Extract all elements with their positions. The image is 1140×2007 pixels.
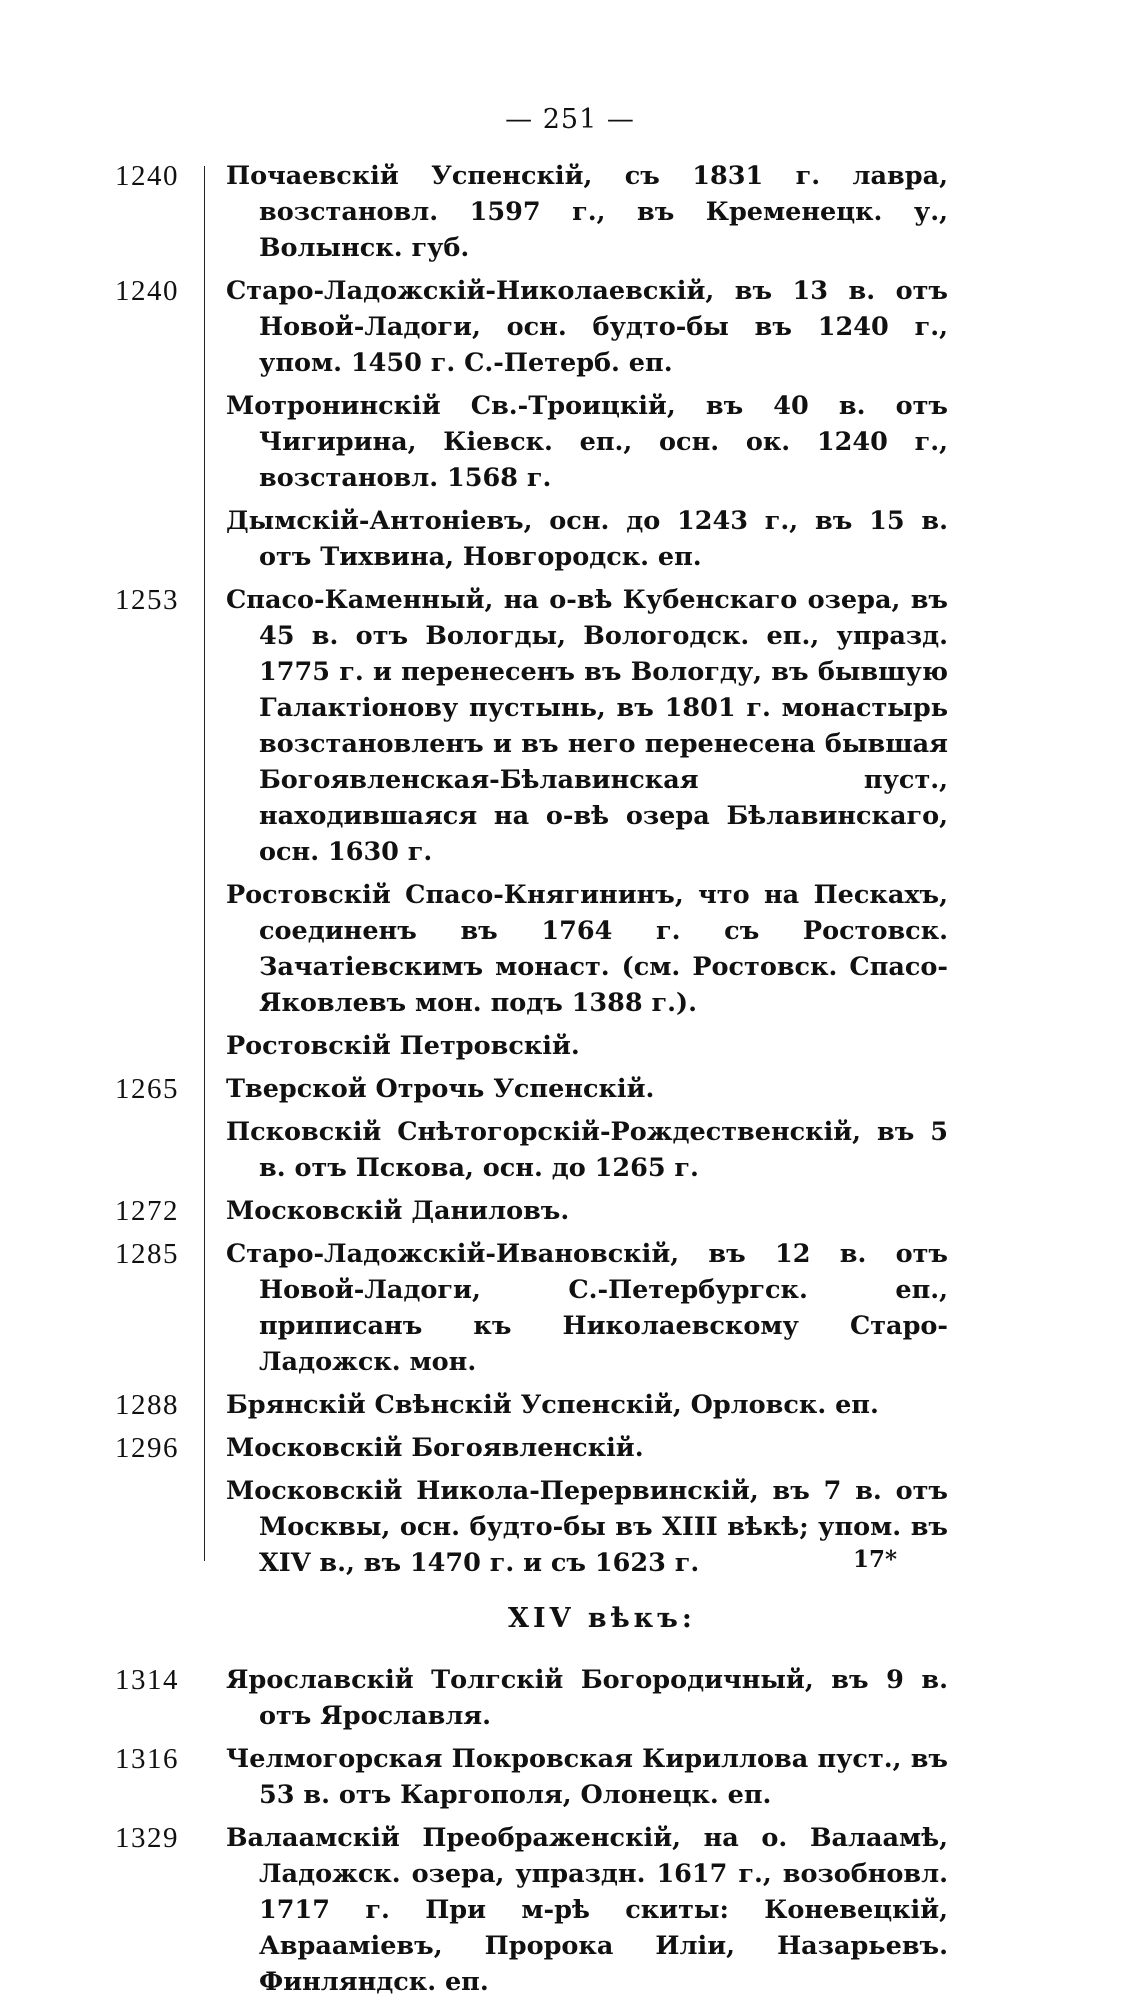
entry (0, 1236, 1140, 1380)
entry-year: 1314 (115, 1664, 179, 1696)
entry (0, 158, 1140, 266)
entry-text: Московскій Никола-Перервинскій, въ 7 в. отъ Москвы, осн. будто-бы въ XIII вѣкѣ; упом. въ XIV в., въ 1470 г. и съ 1623 г. (226, 1476, 948, 1578)
entry-text: Ярославскій Толгскій Богородичный, въ 9 в. отъ Ярославля. (226, 1665, 948, 1731)
entry-text: Старо-Ладожскій-Ивановскій, въ 12 в. отъ Новой-Ладоги, С.-Петербургск. еп., приписанъ къ Николаевскому Старо-Ладожск. мон. (226, 1239, 948, 1377)
entry-year: 1285 (115, 1238, 179, 1270)
entry-text: Мотронинскій Св.-Троицкій, въ 40 в. отъ Чигирина, Кіевск. еп., осн. ок. 1240 г., возстановл. 1568 г. (226, 391, 948, 493)
entry-year: 1316 (115, 1743, 179, 1775)
page-number: — 251 — (505, 104, 635, 135)
entry-text: Псковскій Снѣтогорскій-Рождественскій, въ 5 в. отъ Пскова, осн. до 1265 г. (226, 1117, 948, 1183)
entry-text: Московскій Даниловъ. (226, 1196, 570, 1226)
entry-year: 1265 (115, 1073, 179, 1105)
entry-year: 1296 (115, 1432, 179, 1464)
entry (0, 877, 1140, 1021)
entries-list (0, 158, 1140, 2007)
entry-text: Челмогорская Покровская Кириллова пуст., въ 53 в. отъ Каргополя, Олонецк. еп. (226, 1744, 948, 1810)
entry-text: Тверской Отрочь Успенскій. (226, 1074, 655, 1104)
entry-text: Дымскій-Антоніевъ, осн. до 1243 г., въ 15 в. отъ Тихвина, Новгородск. еп. (226, 506, 948, 572)
entry (0, 1662, 1140, 1734)
century-heading: XIV вѣкъ: (508, 1603, 696, 1634)
entry (0, 1473, 1140, 1581)
entry-year: 1253 (115, 584, 179, 616)
entry (0, 1071, 1140, 1107)
entry-text: Валаамскій Преображенскій, на о. Валаамѣ, Ладожск. озера, упраздн. 1617 г., возобновл. 1717 г. При м-рѣ скиты: Коневецкій, Авраaміевъ, Пророка Иліи, Назарьевъ. Финляндск. еп. (226, 1823, 948, 1997)
entry (0, 1430, 1140, 1466)
entry-text: Московскій Богоявленскій. (226, 1433, 644, 1463)
entry (0, 1193, 1140, 1229)
entry (0, 1820, 1140, 2000)
entry (0, 582, 1140, 870)
entry-year: 1329 (115, 1822, 179, 1854)
entry (0, 1741, 1140, 1813)
entry-text: Брянскій Свѣнскій Успенскій, Орловск. еп. (226, 1390, 879, 1420)
entry (0, 1387, 1140, 1423)
entry (0, 1114, 1140, 1186)
entry-year: 1240 (115, 160, 179, 192)
entry-text: Спасо-Каменный, на о-вѣ Кубенскаго озера, въ 45 в. отъ Вологды, Вологодск. еп., упразд. 1775 г. и перенесенъ въ Вологду, въ бывшую Галактіонову пустынь, въ 1801 г. монастырь возстановленъ и въ него перенесена бывшая Богоявленская-Бѣлавинская пуст., находившаяся на о-вѣ озера Бѣлавинскаго, осн. 1630 г. (226, 585, 948, 867)
entry (0, 388, 1140, 496)
entry-year: 1288 (115, 1389, 179, 1421)
entry-year: 1272 (115, 1195, 179, 1227)
entry (0, 273, 1140, 381)
entry-year: 1240 (115, 275, 179, 307)
signature-mark: 17* (853, 1546, 898, 1573)
entry-text: Почаевскій Успенскій, съ 1831 г. лавра, возстановл. 1597 г., въ Кременецк. у., Волынск. губ. (226, 161, 948, 263)
entry-text: Старо-Ладожскій-Николаевскій, въ 13 в. отъ Новой-Ладоги, осн. будто-бы въ 1240 г., упом. 1450 г. С.-Петерб. еп. (226, 276, 948, 378)
entry (0, 1028, 1140, 1064)
entry (0, 503, 1140, 575)
entry-text: Ростовскій Петровскій. (226, 1031, 580, 1061)
entry-text: Ростовскій Спасо-Княгининъ, что на Пескахъ, соединенъ въ 1764 г. съ Ростовск. Зачатіевскимъ монаст. (см. Ростовск. Спасо-Яковлевъ мон. подъ 1388 г.). (226, 880, 948, 1018)
